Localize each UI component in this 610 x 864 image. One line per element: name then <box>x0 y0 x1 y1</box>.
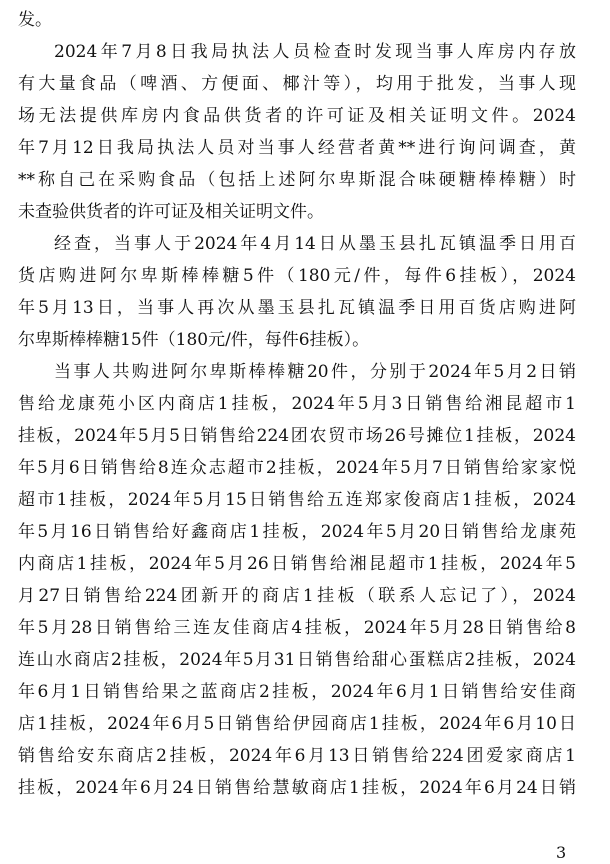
text-line: 有大量食品（啤酒、方便面、椰汁等），均用于批发，当事人现 <box>18 74 576 94</box>
text-line: 售给龙康苑小区内商店1挂板，2024年5月3日销售给湘昆超市1 <box>18 394 576 414</box>
text-line: 年5月6日销售给8连众志超市2挂板，2024年5月7日销售给家家悦 <box>18 458 576 478</box>
text-line: 超市1挂板，2024年5月15日销售给五连郑家俊商店1挂板，2024 <box>18 490 576 510</box>
text-line: 店1挂板，2024年6月5日销售给伊园商店1挂板，2024年6月10日 <box>18 714 576 734</box>
document-body <box>18 4 576 804</box>
text-line: **称自己在采购食品（包括上述阿尔卑斯混合味硬糖棒棒糖）时 <box>18 170 576 190</box>
text-line: 场无法提供库房内食品供货者的许可证及相关证明文件。2024 <box>18 106 576 126</box>
text-line: 年7月12日我局执法人员对当事人经营者黄**进行询问调查，黄 <box>18 138 576 158</box>
text-line: 内商店1挂板，2024年5月26日销售给湘昆超市1挂板，2024年5 <box>18 554 576 574</box>
text-line: 经查，当事人于2024年4月14日从墨玉县扎瓦镇温季日用百 <box>54 234 576 254</box>
text-line: 货店购进阿尔卑斯棒棒糖5件（180元/件，每件6挂板），2024 <box>18 266 576 286</box>
text-line: 连山水商店2挂板，2024年5月31日销售给甜心蛋糕店2挂板，2024 <box>18 650 576 670</box>
text-line: 年5月16日销售给好鑫商店1挂板，2024年5月20日销售给龙康苑 <box>18 522 576 542</box>
text-line: 挂板，2024年5月5日销售给224团农贸市场26号摊位1挂板，2024 <box>18 426 576 446</box>
text-line: 销售给安东商店2挂板，2024年6月13日销售给224团爱家商店1 <box>18 746 576 766</box>
text-line: 年5月28日销售给三连友佳商店4挂板，2024年5月28日销售给8 <box>18 618 576 638</box>
text-line: 2024年7月8日我局执法人员检查时发现当事人库房内存放 <box>54 42 576 62</box>
text-line: 当事人共购进阿尔卑斯棒棒糖20件，分别于2024年5月2日销 <box>54 362 576 382</box>
page-number: 3 <box>556 843 567 862</box>
text-line: 年6月1日销售给果之蓝商店2挂板，2024年6月1日销售给安佳商 <box>18 682 576 702</box>
text-line: 年5月13日，当事人再次从墨玉县扎瓦镇温季日用百货店购进阿 <box>18 298 576 318</box>
text-line: 未查验供货者的许可证及相关证明文件。 <box>18 202 324 222</box>
text-line: 发。 <box>18 10 52 30</box>
text-line: 挂板，2024年6月24日销售给慧敏商店1挂板，2024年6月24日销 <box>18 778 576 798</box>
text-line: 月27日销售给224团新开的商店1挂板（联系人忘记了），2024 <box>18 586 576 606</box>
text-line: 尔卑斯棒棒糖15件（180元/件，每件6挂板）。 <box>18 330 370 350</box>
